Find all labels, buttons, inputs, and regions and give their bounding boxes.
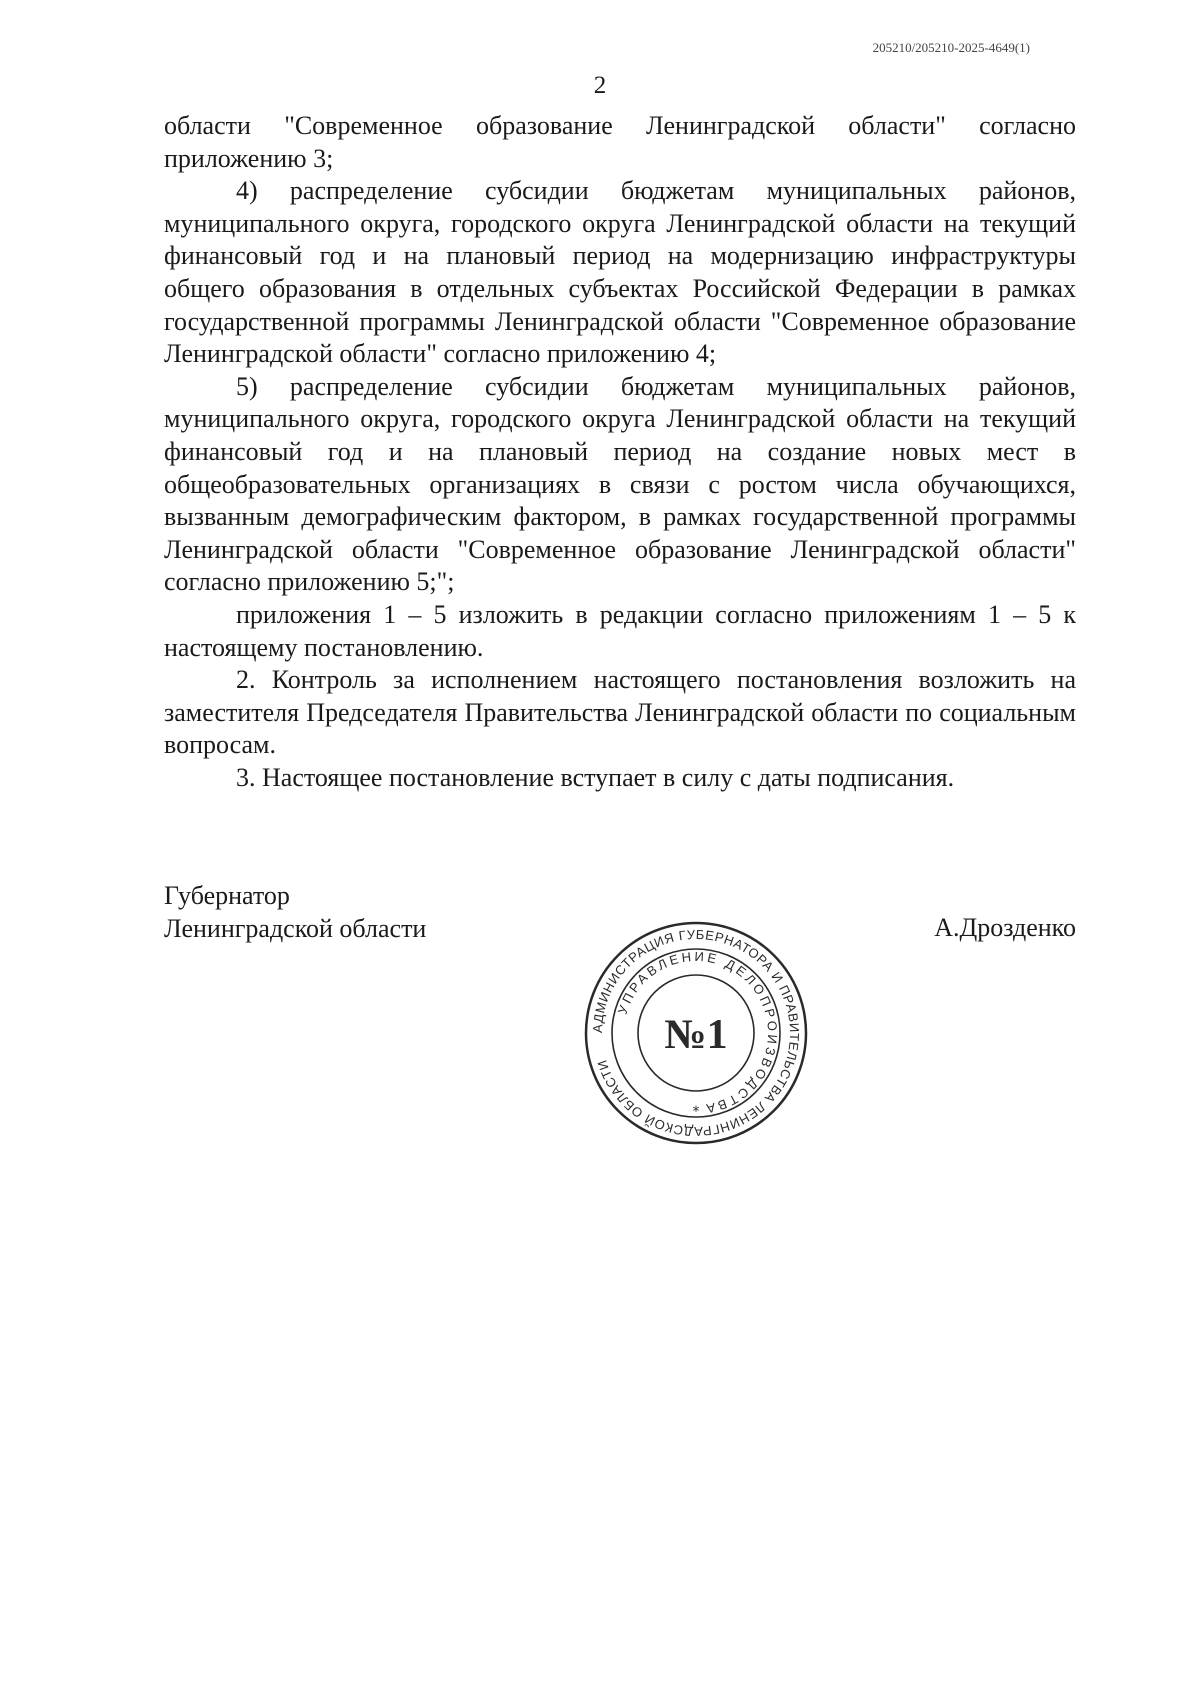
paragraph-item-5: 5) распределение субсидии бюджетам муниципальных районов, муниципального округа, городского округа Ленинградской области на текущий финансовый год и на плановый период на создание новых мест в общеобразовательных организациях в связи с ростом числа обучающихся, вызванным демографическим фактором, в рамках государственной программы Ленинградской области "Современное образование Ленинградской области" согласно приложению 5;";: [164, 371, 1076, 597]
stamp-center-number: №1: [664, 1012, 728, 1058]
paragraph-item-4: 4) распределение субсидии бюджетам муниципальных районов, муниципального округа, городского округа Ленинградской области на текущий финансовый год и на плановый период на модернизацию инфраструктуры общего образования в отдельных субъектах Российской Федерации в рамках государственной программы Ленинградской области "Современное образование Ленинградской области" согласно приложению 4;: [164, 176, 1076, 369]
paragraph-effective-date: 3. Настоящее постановление вступает в силу с даты подписания.: [236, 762, 955, 792]
signer-name: А.Дрозденко: [934, 913, 1076, 942]
signer-title-line1: Губернатор: [164, 881, 290, 910]
paragraph-appendices: приложения 1 – 5 изложить в редакции согласно приложениям 1 – 5 к настоящему постановлению.: [164, 599, 1076, 662]
paragraph-control: 2. Контроль за исполнением настоящего постановления возложить на заместителя Председателя Правительства Ленинградской области по социальным вопросам.: [164, 665, 1076, 760]
document-body: [164, 110, 1076, 794]
signer-title-line2: Ленинградской области: [164, 913, 427, 943]
paragraph-item-3-end: области "Современное образование Ленинградской области" согласно приложению 3;: [164, 111, 1076, 173]
stamp-outer-text: АДМИНИСТРАЦИЯ ГУБЕРНАТОРА И ПРАВИТЕЛЬСТВА ЛЕНИНГРАДСКОЙ ОБЛАСТИ: [589, 926, 803, 1140]
stamp-star-icon: *: [692, 1104, 700, 1120]
document-id: 205210/205210-2025-4649(1): [872, 40, 1030, 55]
official-stamp: [583, 920, 809, 1146]
signer-title: [164, 880, 426, 945]
page-number: 2: [593, 72, 607, 99]
stamp-inner-text: УПРАВЛЕНИЕ ДЕЛОПРОИЗВОДСТВА: [614, 948, 781, 1117]
